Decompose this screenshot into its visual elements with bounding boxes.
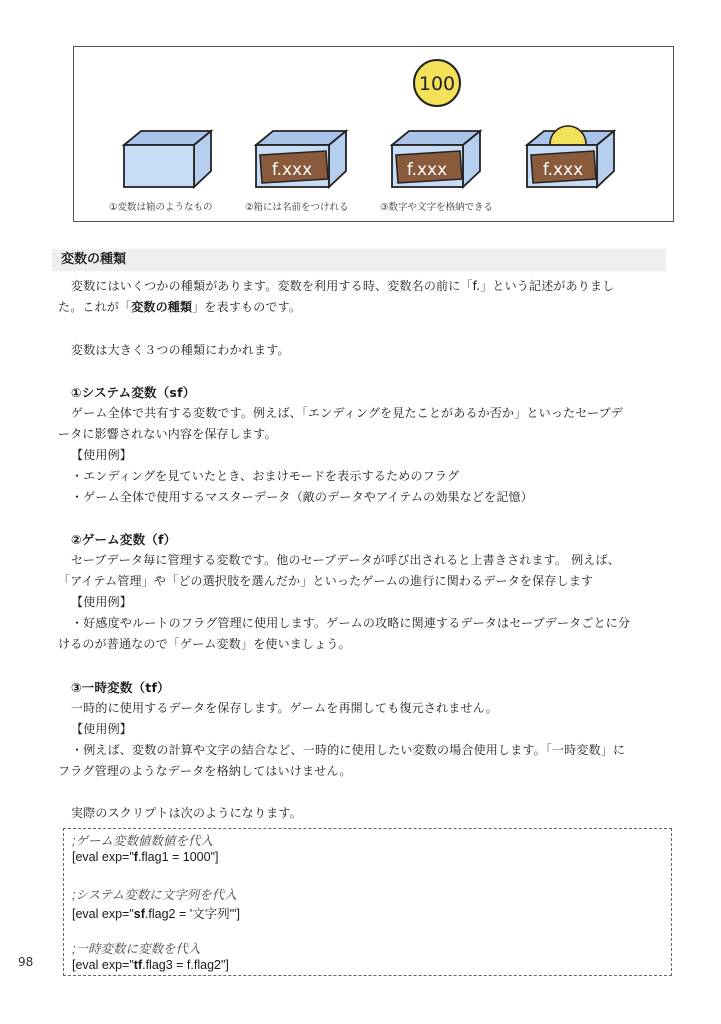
svg-text:f.xxx: f.xxx: [271, 160, 313, 180]
game-desc-2: 「アイテム管理」や「どの選択肢を選んだか」といったゲームの進行に関わるデータを保存します: [58, 574, 594, 588]
code-line-2-post: .flag2 = '文字列'"]: [144, 907, 240, 921]
intro-line-1: 変数にはいくつかの種類があります。変数を利用する時、変数名の前に「f.」という記述がありまし: [71, 279, 615, 293]
system-desc-2: ータに影響されない内容を保存します。: [58, 427, 277, 441]
code-line-3: [72, 958, 229, 972]
page-number: 98: [18, 955, 34, 969]
game-desc-1: セーブデータ毎に管理する変数です。他のセーブデータが呼び出されると上書きされます。 例えば、: [71, 553, 620, 567]
intro-line-3: 変数は大きく３つの種類にわかれます。: [71, 343, 290, 357]
code-line-1-pre: [eval exp=": [72, 850, 134, 864]
coin-100: [414, 60, 460, 106]
temp-example-2: フラグ管理のようなデータを格納してはいけません。: [58, 764, 352, 778]
game-example-1: ・好感度やルートのフラグ管理に使用します。ゲームの攻略に関連するデータはセーブデータごとに分: [71, 616, 631, 630]
box-with-coin: [527, 126, 614, 187]
temp-example-1: ・例えば、変数の計算や文字の結合など、一時的に使用したい変数の場合使用します。「一時変数」に: [71, 743, 626, 757]
code-line-3-post: .flag3 = f.flag2"]: [142, 958, 229, 972]
code-block: [63, 828, 672, 976]
game-title: ②ゲーム変数（f）: [71, 532, 177, 547]
system-example-1: ・エンディングを見ていたとき、おまけモードを表示するためのフラグ: [71, 469, 460, 483]
intro-line-2: [58, 297, 301, 318]
svg-text:100: 100: [418, 73, 456, 95]
code-line-2-bold: sf: [133, 907, 145, 921]
illustration-figure: [73, 46, 674, 222]
code-line-2-pre: [eval exp=": [72, 907, 134, 921]
box-empty: [124, 131, 211, 187]
box-with-label: [256, 131, 346, 187]
caption-3: ③数字や文字を格納できる: [380, 202, 494, 213]
caption-1: ①変数は箱のようなもの: [109, 202, 213, 213]
code-comment-1: ;ゲーム変数値数値を代入: [72, 834, 213, 848]
code-line-3-bold: tf: [133, 958, 143, 972]
intro-line-2-bold: 変数の種類: [131, 300, 193, 314]
code-line-1-post: .flag1 = 1000"]: [137, 850, 219, 864]
system-example-label: 【使用例】: [71, 448, 133, 462]
intro-line-2-pre: た。これが「: [58, 300, 132, 314]
section-title: 変数の種類: [52, 249, 666, 271]
game-example-label: 【使用例】: [71, 595, 133, 609]
temp-example-label: 【使用例】: [71, 722, 133, 736]
temp-title: ③一時変数（tf）: [71, 680, 170, 695]
code-comment-2: ;システム変数に文字列を代入: [72, 888, 237, 902]
caption-2: ②箱には名前をつけれる: [245, 202, 349, 213]
script-intro: 実際のスクリプトは次のようになります。: [71, 806, 302, 820]
svg-text:f.xxx: f.xxx: [542, 160, 584, 180]
box-illustration: [74, 47, 675, 223]
box-with-label-2: [392, 131, 480, 187]
svg-text:f.xxx: f.xxx: [406, 160, 448, 180]
game-example-2: けるのが普通なので「ゲーム変数」を使いましょう。: [58, 637, 351, 651]
system-desc-1: ゲーム全体で共有する変数です。例えば、「エンディングを見たことがあるか否か」といったセーブデ: [71, 406, 623, 420]
intro-line-2-post: 」を表すものです。: [192, 300, 302, 314]
code-line-2: [72, 904, 240, 922]
system-example-2: ・ゲーム全体で使用するマスターデータ（敵のデータやアイテムの効果などを記憶）: [71, 490, 533, 504]
system-title: ①システム変数（sf）: [71, 385, 196, 400]
code-line-1: [72, 850, 219, 864]
code-comment-3: ;一時変数に変数を代入: [72, 942, 201, 956]
code-line-1-bold: f: [133, 850, 138, 864]
code-line-3-pre: [eval exp=": [72, 958, 134, 972]
temp-desc-1: 一時的に使用するデータを保存します。ゲームを再開しても復元されません。: [71, 701, 498, 715]
